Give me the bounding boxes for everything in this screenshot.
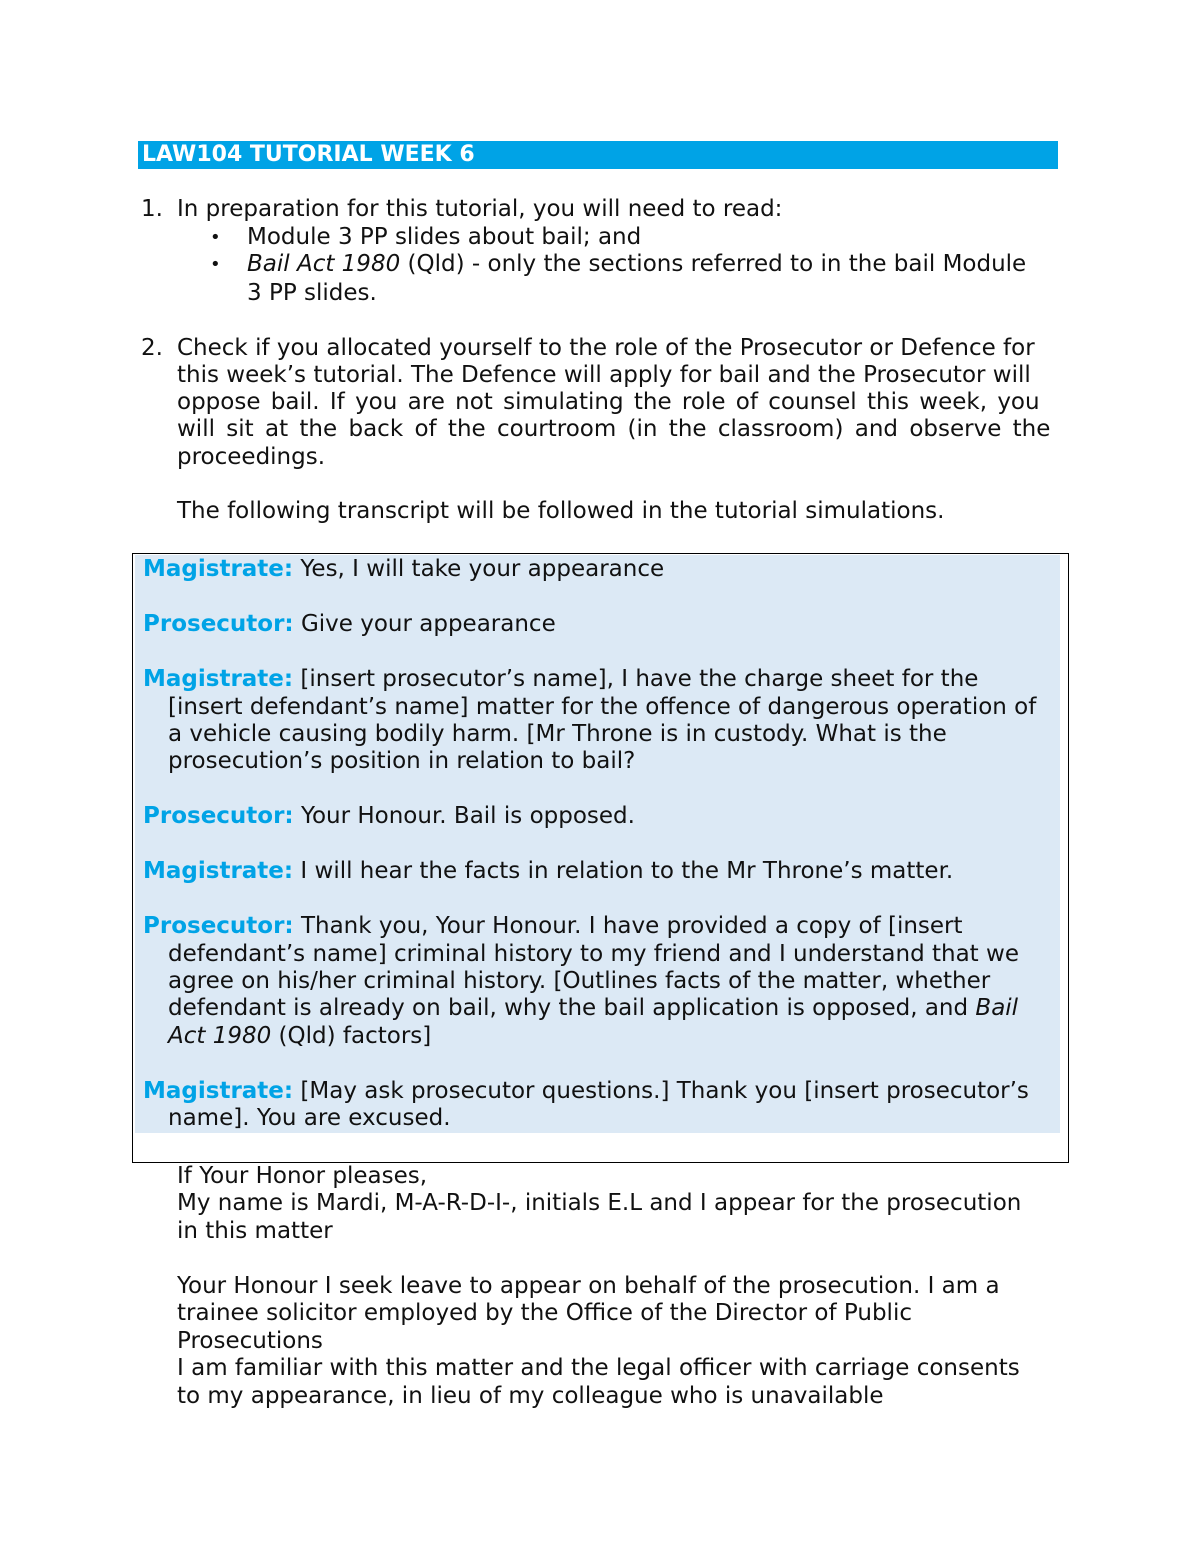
bullet-icon: • <box>210 254 221 275</box>
item2-followup: The following transcript will be followed in the tutorial simulations. <box>177 498 945 524</box>
speaker-label: Magistrate: <box>143 556 294 582</box>
speech-text: defendant is already on bail, why the bail application is opposed, and <box>168 995 976 1021</box>
speaker-label: Prosecutor: <box>143 913 294 939</box>
list-number-2: 2. <box>141 335 163 361</box>
bullet-item-2-line2: 3 PP slides. <box>247 280 377 306</box>
speaker-label: Prosecutor: <box>143 803 294 829</box>
transcript-line <box>143 556 1063 584</box>
transcript-line <box>143 803 1063 831</box>
speech-text: [insert prosecutor’s name], I have the charge sheet for the <box>293 666 979 692</box>
answer-line: Prosecutions <box>177 1328 323 1354</box>
speaker-label: Magistrate: <box>143 1078 294 1104</box>
item2-line: this week’s tutorial. The Defence will apply for bail and the Prosecutor will <box>177 362 1031 388</box>
transcript-line <box>143 666 1063 694</box>
transcript-continuation <box>168 1023 1068 1051</box>
item2-line: will sit at the back of the courtroom (in the classroom) and observe the <box>177 416 1051 442</box>
speech-text: Thank you, Your Honour. I have provided a copy of [insert <box>293 913 963 939</box>
answer-line: Your Honour I seek leave to appear on behalf of the prosecution. I am a <box>177 1273 1000 1299</box>
bullet-item-2-line1 <box>247 251 1059 279</box>
item1-intro: In preparation for this tutorial, you will need to read: <box>177 196 783 222</box>
speech-text: (Qld) factors] <box>271 1023 432 1049</box>
bullet-icon: • <box>210 227 221 248</box>
speaker-label: Magistrate: <box>143 858 294 884</box>
transcript-line <box>143 611 1063 639</box>
item2-line: oppose bail. If you are not simulating the role of counsel this week, you <box>177 389 1040 415</box>
speech-text: [May ask prosecutor questions.] Thank you [insert prosecutor’s <box>293 1078 1029 1104</box>
transcript-continuation: agree on his/her criminal history. [Outlines facts of the matter, whether <box>168 968 991 994</box>
transcript-continuation: a vehicle causing bodily harm. [Mr Throne is in custody. What is the <box>168 721 947 747</box>
answer-line: If Your Honor pleases, <box>177 1163 428 1189</box>
speaker-label: Prosecutor: <box>143 611 294 637</box>
act-title: Bail <box>975 995 1019 1021</box>
speech-text: Your Honour. Bail is opposed. <box>293 803 635 829</box>
transcript-continuation: name]. You are excused. <box>168 1105 451 1131</box>
bullet-item-2-text: (Qld) - only the sections referred to in the bail Module <box>400 251 1027 277</box>
answer-line: trainee solicitor employed by the Office of the Director of Public <box>177 1300 912 1326</box>
speech-text: Yes, I will take your appearance <box>293 556 665 582</box>
act-title: Bail Act 1980 <box>247 251 401 277</box>
answer-line: in this matter <box>177 1218 333 1244</box>
speech-text: Give your appearance <box>293 611 556 637</box>
tutorial-heading: LAW104 TUTORIAL WEEK 6 <box>138 141 1058 169</box>
transcript-line <box>143 1078 1063 1106</box>
transcript-line <box>143 858 1063 886</box>
transcript-continuation: defendant’s name] criminal history to my friend and I understand that we <box>168 941 1019 967</box>
answer-line: I am familiar with this matter and the legal officer with carriage consents <box>177 1355 1020 1381</box>
speaker-label: Magistrate: <box>143 666 294 692</box>
item2-line: proceedings. <box>177 444 326 470</box>
bullet-item-1: Module 3 PP slides about bail; and <box>247 224 642 250</box>
transcript-continuation: [insert defendant’s name] matter for the offence of dangerous operation of <box>168 694 1037 720</box>
transcript-continuation <box>168 995 1068 1023</box>
list-number-1: 1. <box>141 196 163 222</box>
speech-text: I will hear the facts in relation to the Mr Throne’s matter. <box>293 858 954 884</box>
transcript-line <box>143 913 1063 941</box>
answer-line: to my appearance, in lieu of my colleague who is unavailable <box>177 1383 884 1409</box>
item2-line: Check if you allocated yourself to the role of the Prosecutor or Defence for <box>177 335 1035 361</box>
transcript-continuation: prosecution’s position in relation to bail? <box>168 748 636 774</box>
act-title: Act 1980 <box>168 1023 272 1049</box>
answer-line: My name is Mardi, M-A-R-D-I-, initials E.L and I appear for the prosecution <box>177 1190 1022 1216</box>
